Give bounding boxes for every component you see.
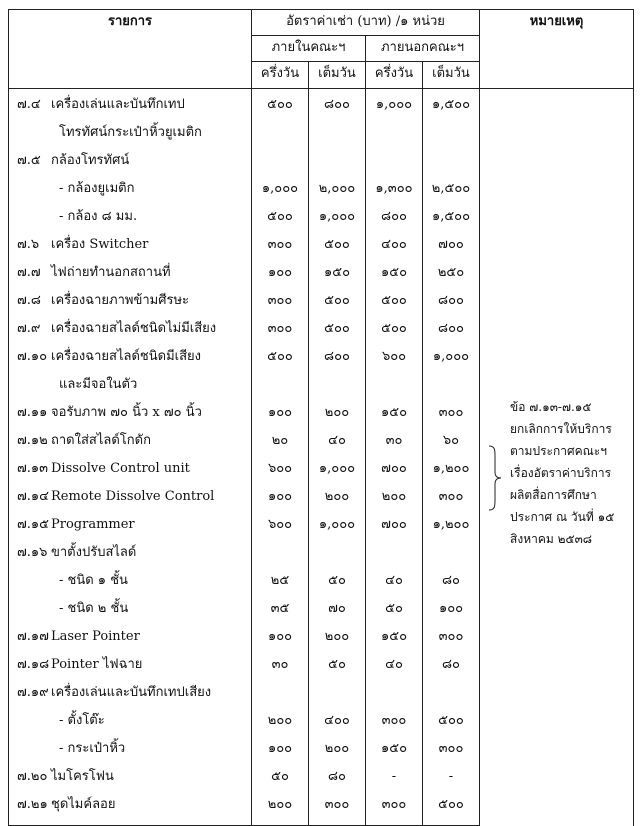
- rate-cell-in-half: ๑๐๐: [252, 489, 309, 517]
- item-name: ขาตั้งปรับสไลด์: [51, 545, 137, 560]
- rate-cell-out-full: ๓๐๐: [423, 741, 480, 769]
- item-number: ๗.๑๑: [17, 405, 48, 420]
- rate-cell-out-full: ๒,๕๐๐: [423, 181, 480, 209]
- item-number: ๗.๕: [17, 153, 41, 168]
- rate-cell-in-full: ๕๐๐: [309, 293, 366, 321]
- rate-cell-in-full: ๕๐๐: [309, 237, 366, 265]
- item-number: ๗.๗: [17, 265, 41, 280]
- rate-cell-in-half: ๑,๐๐๐: [252, 181, 309, 209]
- rate-cell-out-half: -: [366, 769, 423, 797]
- rate-cell-out-full: ๑,๒๐๐: [423, 517, 480, 545]
- rate-cell-out-full: ๓๐๐: [423, 405, 480, 433]
- rate-cell-out-full: -: [423, 769, 480, 797]
- sub-item-name: - ชนิด ๒ ชั้น: [59, 601, 129, 616]
- rate-cell-in-full: ๘๐: [309, 769, 366, 797]
- item-number: ๗.๑๒: [17, 433, 48, 448]
- rate-cell-out-half: [366, 545, 423, 573]
- remark-line: ยกเลิกการให้บริการ: [510, 422, 612, 436]
- remark-line: สิงหาคม ๒๕๓๘: [510, 532, 593, 546]
- item-name: เครื่องเล่นและบันทึกเทปเสียง: [51, 685, 212, 700]
- rate-cell-in-full: ๗๐: [309, 601, 366, 629]
- item-number: ๗.๑๘: [17, 657, 50, 672]
- rate-cell-in-half: ๓๐๐: [252, 321, 309, 349]
- rate-cell-out-full: ๑,๐๐๐: [423, 349, 480, 377]
- rate-cell-in-full: ๕๐: [309, 657, 366, 685]
- remark-column-header: หมายเหตุ: [480, 10, 634, 89]
- remark-line: ข้อ ๗.๑๓-๗.๑๕: [510, 400, 592, 414]
- item-name: ไฟถ่ายทำนอกสถานที่: [51, 265, 171, 280]
- remark-line: ผลิตสื่อการศึกษา: [510, 488, 597, 502]
- item-number: ๗.๑๓: [17, 461, 49, 476]
- rate-cell-in-half: [252, 153, 309, 181]
- item-cell: [9, 265, 252, 293]
- item-cell: [9, 489, 252, 517]
- rate-cell-in-full: [309, 685, 366, 713]
- rate-cell-in-full: ๒๐๐: [309, 629, 366, 657]
- rate-cell-out-half: ๔๐๐: [366, 237, 423, 265]
- rate-cell-in-half: ๑๐๐: [252, 741, 309, 769]
- rate-cell-out-half: ๑๕๐: [366, 265, 423, 293]
- rate-cell-in-half: ๒๐: [252, 433, 309, 461]
- item-name: เครื่องฉายสไลด์ชนิดไม่มีเสียง: [51, 321, 217, 336]
- item-cell: [9, 125, 252, 153]
- rate-cell-out-half: ๓๐๐: [366, 713, 423, 741]
- item-number: ๗.๑๐: [17, 349, 48, 364]
- rate-cell-out-half: [366, 153, 423, 181]
- item-cell: [9, 657, 252, 685]
- item-cell: [9, 181, 252, 209]
- rate-cell-out-half: ๑๕๐: [366, 629, 423, 657]
- item-cell: [9, 433, 252, 461]
- sub-item-name: - กล้องยูเมติก: [59, 181, 135, 196]
- item-name: Programmer: [51, 517, 135, 532]
- rate-cell-in-half: [252, 545, 309, 573]
- table-row: [9, 89, 634, 126]
- rate-cell-in-half: ๓๐: [252, 657, 309, 685]
- rate-cell-in-full: [309, 545, 366, 573]
- rental-rate-table: [8, 9, 634, 826]
- rate-cell-in-half: [252, 377, 309, 405]
- outside-half-day-header: ครึ่งวัน: [366, 62, 423, 89]
- rate-cell-out-full: ๘๐๐: [423, 321, 480, 349]
- rate-cell-in-half: ๒๕: [252, 573, 309, 601]
- item-number: ๗.๑๙: [17, 685, 49, 700]
- outside-faculty-header: ภายนอกคณะฯ: [366, 36, 480, 62]
- rate-cell-out-full: ๘๐: [423, 573, 480, 601]
- item-cell: [9, 741, 252, 769]
- rate-cell-in-half: ๑๐๐: [252, 265, 309, 293]
- item-name-continued: โทรทัศน์กระเป๋าหิ้วยูเมติก: [59, 125, 202, 140]
- rate-cell-out-half: ๔๐: [366, 573, 423, 601]
- remark-line: ตามประกาศคณะฯ: [510, 444, 607, 458]
- rate-cell-out-half: ๓๐: [366, 433, 423, 461]
- rate-cell-in-full: ๘๐๐: [309, 349, 366, 377]
- rate-cell-out-full: ๑,๕๐๐: [423, 89, 480, 126]
- rate-cell-out-half: ๒๐๐: [366, 489, 423, 517]
- rate-cell-in-full: ๘๐๐: [309, 89, 366, 126]
- item-number: ๗.๑๖: [17, 545, 48, 560]
- rate-cell-out-half: [366, 125, 423, 153]
- sub-item-name: - กล้อง ๘ มม.: [59, 209, 138, 224]
- rate-cell-in-half: [252, 125, 309, 153]
- rate-cell-out-half: ๕๐๐: [366, 321, 423, 349]
- rate-cell-out-half: [366, 685, 423, 713]
- item-name: จอรับภาพ ๗๐ นิ้ว x ๗๐ นิ้ว: [51, 405, 202, 420]
- rate-cell-out-full: [423, 125, 480, 153]
- rate-cell-out-half: ๑๕๐: [366, 741, 423, 769]
- rate-cell-out-full: ๖๐: [423, 433, 480, 461]
- curly-brace-icon: [487, 444, 503, 512]
- rate-cell-out-half: ๗๐๐: [366, 517, 423, 545]
- rate-cell-out-full: ๑๐๐: [423, 601, 480, 629]
- rate-cell-out-full: ๑,๒๐๐: [423, 461, 480, 489]
- rate-cell-out-half: ๑๕๐: [366, 405, 423, 433]
- rate-cell-out-half: ๘๐๐: [366, 209, 423, 237]
- rate-cell-in-full: ๒๐๐: [309, 741, 366, 769]
- item-name-continued: และมีจอในตัว: [59, 377, 138, 392]
- item-name: เครื่องฉายสไลด์ชนิดมีเสียง: [51, 349, 201, 364]
- rate-cell-in-full: ๔๐: [309, 433, 366, 461]
- item-cell: [9, 293, 252, 321]
- rate-cell-out-full: ๑,๕๐๐: [423, 209, 480, 237]
- item-name: Laser Pointer: [51, 629, 140, 644]
- item-cell: [9, 769, 252, 797]
- item-name: ไมโครโฟน: [51, 769, 114, 784]
- rate-cell-in-half: ๕๐๐: [252, 349, 309, 377]
- rate-cell-in-half: ๕๐: [252, 769, 309, 797]
- item-name: เครื่อง Switcher: [51, 237, 149, 252]
- item-column-header: รายการ: [9, 10, 252, 89]
- rate-table-body: [9, 89, 634, 826]
- rate-cell-in-half: [252, 685, 309, 713]
- item-cell: [9, 461, 252, 489]
- item-cell: [9, 349, 252, 377]
- item-number: ๗.๖: [17, 237, 40, 252]
- item-name: กล้องโทรทัศน์: [51, 153, 130, 168]
- item-number: ๗.๒๐: [17, 769, 48, 784]
- rate-cell-in-full: ๑๕๐: [309, 265, 366, 293]
- inside-faculty-header: ภายในคณะฯ: [252, 36, 366, 62]
- item-name: ชุดไมค์ลอย: [51, 797, 116, 812]
- rate-cell-out-full: ๘๐: [423, 657, 480, 685]
- item-name: เครื่องฉายภาพข้ามศีรษะ: [51, 293, 190, 308]
- item-cell: [9, 321, 252, 349]
- rate-cell-in-half: ๒๐๐: [252, 713, 309, 741]
- remark-cell: [480, 89, 634, 826]
- rate-cell-out-full: ๘๐๐: [423, 293, 480, 321]
- item-cell: [9, 237, 252, 265]
- item-cell: [9, 685, 252, 713]
- sub-item-name: - ตั้งโต๊ะ: [59, 713, 105, 728]
- rate-cell-in-half: ๖๐๐: [252, 517, 309, 545]
- item-cell: [9, 601, 252, 629]
- rate-group-header: อัตราค่าเช่า (บาท) /๑ หน่วย: [252, 10, 480, 36]
- item-name: Dissolve Control unit: [51, 461, 190, 476]
- item-cell: [9, 153, 252, 181]
- item-number: ๗.๑๔: [17, 489, 49, 504]
- rate-cell-in-full: ๒๐๐: [309, 489, 366, 517]
- rate-cell-in-full: ๑,๐๐๐: [309, 209, 366, 237]
- rate-cell-in-full: [309, 377, 366, 405]
- rate-cell-in-full: ๕๐: [309, 573, 366, 601]
- item-cell: [9, 517, 252, 545]
- rate-cell-out-full: ๗๐๐: [423, 237, 480, 265]
- rate-cell-out-full: [423, 685, 480, 713]
- item-cell: [9, 89, 252, 126]
- rate-cell-out-half: ๕๐: [366, 601, 423, 629]
- rate-cell-in-half: ๕๐๐: [252, 89, 309, 126]
- rate-cell-in-half: ๕๐๐: [252, 209, 309, 237]
- rate-cell-out-half: ๔๐: [366, 657, 423, 685]
- remark-line: ประกาศ ณ วันที่ ๑๕: [510, 510, 615, 524]
- rate-cell-out-full: [423, 377, 480, 405]
- rate-cell-out-full: [423, 153, 480, 181]
- remark-line: เรื่องอัตราค่าบริการ: [510, 466, 612, 480]
- inside-full-day-header: เต็มวัน: [309, 62, 366, 89]
- item-name: เครื่องเล่นและบันทึกเทป: [51, 97, 185, 112]
- rate-cell-in-half: ๓๐๐: [252, 237, 309, 265]
- rate-cell-out-half: ๖๐๐: [366, 349, 423, 377]
- rate-cell-in-half: ๓๐๐: [252, 293, 309, 321]
- item-name: Pointer ไฟฉาย: [51, 657, 143, 672]
- rate-cell-out-half: [366, 377, 423, 405]
- rate-cell-out-full: ๒๕๐: [423, 265, 480, 293]
- item-number: ๗.๑๕: [17, 517, 49, 532]
- rate-cell-in-half: ๖๐๐: [252, 461, 309, 489]
- item-number: ๗.๒๑: [17, 797, 48, 812]
- rate-cell-out-half: ๓๐๐: [366, 797, 423, 826]
- rate-cell-in-full: ๔๐๐: [309, 713, 366, 741]
- outside-full-day-header: เต็มวัน: [423, 62, 480, 89]
- rate-cell-out-half: ๑,๐๐๐: [366, 89, 423, 126]
- item-cell: [9, 545, 252, 573]
- rate-cell-in-full: ๒๐๐: [309, 405, 366, 433]
- item-cell: [9, 573, 252, 601]
- rate-cell-in-half: ๓๕: [252, 601, 309, 629]
- rate-cell-in-full: [309, 153, 366, 181]
- sub-item-name: - ชนิด ๑ ชั้น: [59, 573, 128, 588]
- rate-cell-in-full: ๑,๐๐๐: [309, 461, 366, 489]
- sub-item-name: - กระเป๋าหิ้ว: [59, 741, 126, 756]
- inside-half-day-header: ครึ่งวัน: [252, 62, 309, 89]
- item-cell: [9, 797, 252, 826]
- rate-cell-out-half: ๗๐๐: [366, 461, 423, 489]
- item-number: ๗.๘: [17, 293, 41, 308]
- item-number: ๗.๔: [17, 97, 41, 112]
- item-cell: [9, 209, 252, 237]
- item-name: ถาดใส่สไลด์โกดัก: [51, 433, 151, 448]
- item-number: ๗.๙: [17, 321, 41, 336]
- rate-cell-in-full: ๒,๐๐๐: [309, 181, 366, 209]
- rate-cell-out-full: ๓๐๐: [423, 489, 480, 517]
- item-cell: [9, 377, 252, 405]
- rate-cell-in-full: [309, 125, 366, 153]
- rate-cell-in-half: ๒๐๐: [252, 797, 309, 826]
- rate-cell-out-full: ๕๐๐: [423, 713, 480, 741]
- item-cell: [9, 713, 252, 741]
- item-cell: [9, 629, 252, 657]
- rate-cell-in-full: ๑,๐๐๐: [309, 517, 366, 545]
- remark-note: [510, 396, 635, 550]
- rate-cell-out-full: ๕๐๐: [423, 797, 480, 826]
- rate-cell-in-full: ๓๐๐: [309, 797, 366, 826]
- rate-cell-out-full: [423, 545, 480, 573]
- rate-cell-out-half: ๕๐๐: [366, 293, 423, 321]
- item-cell: [9, 405, 252, 433]
- item-name: Remote Dissolve Control: [51, 489, 215, 504]
- item-number: ๗.๑๗: [17, 629, 49, 644]
- rate-cell-out-half: ๑,๓๐๐: [366, 181, 423, 209]
- rate-cell-in-half: ๑๐๐: [252, 405, 309, 433]
- rate-cell-in-half: ๑๐๐: [252, 629, 309, 657]
- rate-cell-out-full: ๓๐๐: [423, 629, 480, 657]
- rate-cell-in-full: ๕๐๐: [309, 321, 366, 349]
